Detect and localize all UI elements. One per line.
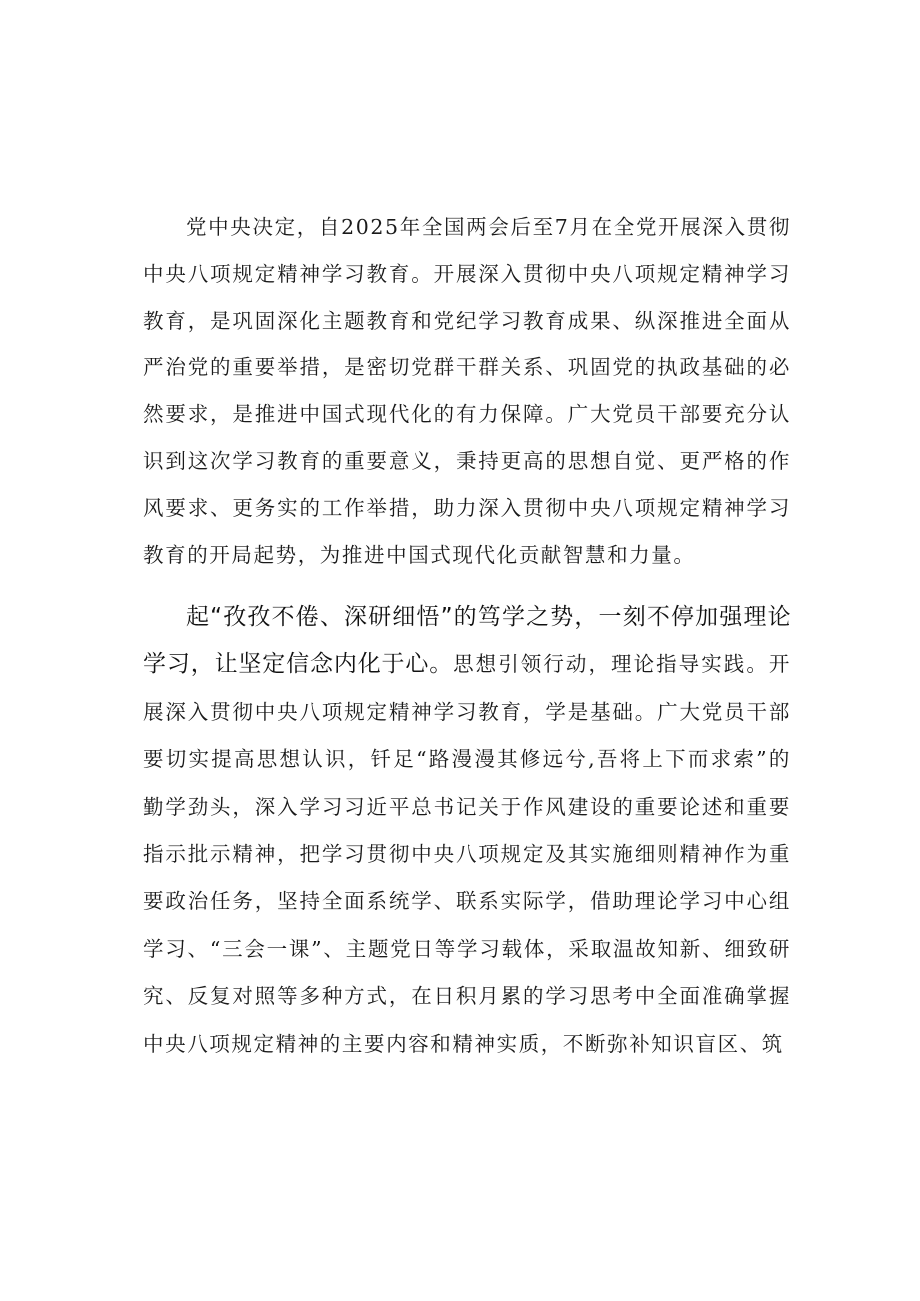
paragraph-study [143, 594, 791, 1068]
paragraph-intro: 党中央决定，自2025年全国两会后至7月在全党开展深入贯彻中央八项规定精神学习教育。开展深入贯彻中央八项规定精神学习教育，是巩固深化主题教育和党纪学习教育成果、纵深推进全面从严治党的重要举措，是密切党群干群关系、巩固党的执政基础的必然要求，是推进中国式现代化的有力保障。广大党员干部要充分认识到这次学习教育的重要意义，秉持更高的思想自觉、更严格的作风要求、更务实的工作举措，助力深入贯彻中央八项规定精神学习教育的开局起势，为推进中国式现代化贡献智慧和力量。 [143, 215, 791, 567]
paragraph-study-heading: 起“孜孜不倦、深研细悟”的笃学之势，一刻不停加强理论学习，让坚定信念内化于心。 [143, 604, 791, 678]
paragraph-study-body: 思想引领行动，理论指导实践。开展深入贯彻中央八项规定精神学习教育，学是基础。广大党员干部要切实提高思想认识，钎足“路漫漫其修远兮,吾将上下而求索”的勤学劲头，深入学习习近平总书记关于作风建设的重要论述和重要指示批示精神，把学习贯彻中央八项规定及其实施细则精神作为重要政治任务，坚持全面系统学、联系实际学，借助理论学习中心组学习、“三会一课”、主题党日等学习载体，采取温故知新、细致研究、反复对照等多种方式，在日积月累的学习思考中全面准确掌握中央八项规定精神的主要内容和精神实质，不断弥补知识盲区、筑 [143, 652, 792, 1056]
